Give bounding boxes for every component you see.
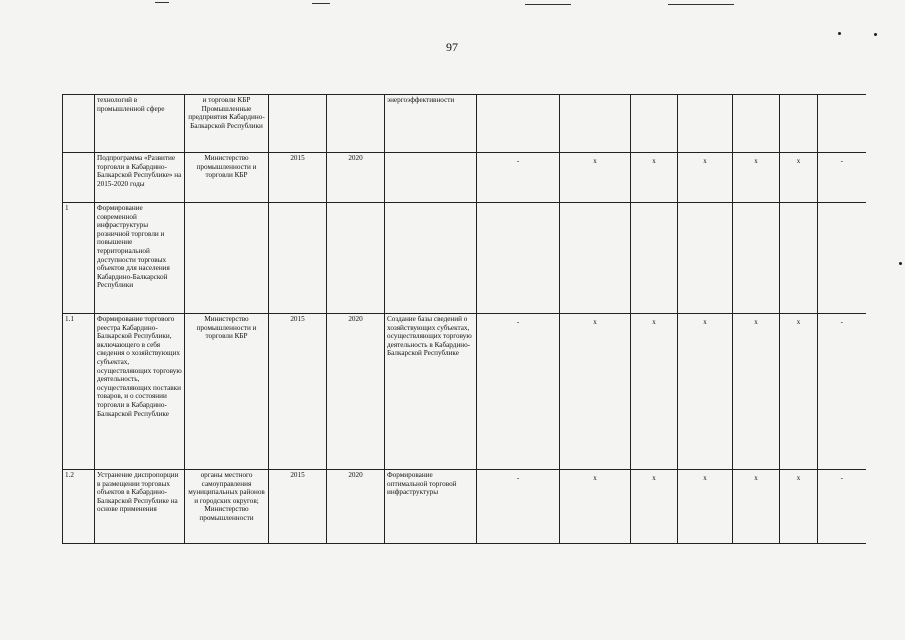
indicator-mark	[678, 95, 733, 153]
indicator-mark	[631, 203, 678, 314]
start-year: 2015	[269, 470, 327, 544]
scan-artifact-dot	[838, 32, 841, 35]
indicator-mark	[560, 203, 631, 314]
indicator-mark: -	[477, 470, 560, 544]
page-number: 97	[446, 40, 458, 54]
start-year: 2015	[269, 153, 327, 203]
indicator-mark	[733, 95, 780, 153]
table-row	[63, 470, 866, 544]
executor: Министерство промышленности и торговли КБР	[185, 314, 269, 470]
indicator-mark: х	[733, 153, 780, 203]
indicator-mark: х	[678, 470, 733, 544]
indicator-mark: х	[560, 153, 631, 203]
scan-artifact-dot	[874, 33, 877, 36]
start-year: 2015	[269, 314, 327, 470]
table-row	[63, 95, 866, 153]
row-number	[63, 153, 95, 203]
table-row	[63, 203, 866, 314]
main-table	[62, 94, 866, 544]
expected-result	[385, 153, 477, 203]
end-year	[327, 95, 385, 153]
indicator-mark: х	[733, 470, 780, 544]
expected-result: энергоэффективности	[385, 95, 477, 153]
indicator-mark: х	[631, 153, 678, 203]
start-year	[269, 95, 327, 153]
indicator-mark: х	[780, 470, 818, 544]
expected-result	[385, 203, 477, 314]
indicator-mark	[733, 203, 780, 314]
start-year	[269, 203, 327, 314]
measure-name: Подпрограмма «Развитие торговли в Кабардино-Балкарской Республике» на 2015-2020 годы	[95, 153, 185, 203]
indicator-mark	[477, 203, 560, 314]
indicator-mark	[631, 95, 678, 153]
executor: Министерство промышленности и торговли КБР	[185, 153, 269, 203]
expected-result: Формирование оптимальной торговой инфраструктуры	[385, 470, 477, 544]
scan-artifact-line	[525, 4, 571, 5]
scan-artifact-line	[155, 2, 169, 3]
indicator-mark: -	[477, 314, 560, 470]
row-number: 1.2	[63, 470, 95, 544]
indicator-mark	[818, 95, 866, 153]
indicator-mark: х	[780, 153, 818, 203]
end-year: 2020	[327, 470, 385, 544]
row-number	[63, 95, 95, 153]
indicator-mark	[477, 95, 560, 153]
table-row	[63, 153, 866, 203]
measure-name: Устранение диспропорции в размещении торговых объектов в Кабардино-Балкарской Республике на основе применения	[95, 470, 185, 544]
executor: и торговли КБР Промышленные предприятия Кабардино-Балкарской Республики	[185, 95, 269, 153]
indicator-mark: х	[678, 314, 733, 470]
scan-artifact-line	[312, 3, 330, 4]
indicator-mark: -	[818, 314, 866, 470]
indicator-mark: х	[733, 314, 780, 470]
measure-name: технологий в промышленной сфере	[95, 95, 185, 153]
indicator-mark	[818, 203, 866, 314]
indicator-mark: -	[477, 153, 560, 203]
indicator-mark: -	[818, 153, 866, 203]
indicator-mark: х	[560, 470, 631, 544]
scan-artifact-dot	[899, 262, 902, 265]
row-number: 1.1	[63, 314, 95, 470]
scan-artifact-line	[668, 4, 734, 5]
indicator-mark	[780, 95, 818, 153]
indicator-mark	[560, 95, 631, 153]
indicator-mark: х	[678, 153, 733, 203]
indicator-mark: х	[631, 314, 678, 470]
indicator-mark	[678, 203, 733, 314]
measure-name: Формирование торгового реестра Кабардино-Балкарской Республики, включающего в себя сведения о хозяйствующих субъектах, осуществляющих торговую деятельность, осуществляющих поставки товаров, и о состоянии торговли в Кабардино-Балкарской Республике	[95, 314, 185, 470]
end-year	[327, 203, 385, 314]
executor	[185, 203, 269, 314]
table-row	[63, 314, 866, 470]
indicator-mark: х	[780, 314, 818, 470]
indicator-mark	[780, 203, 818, 314]
end-year: 2020	[327, 314, 385, 470]
expected-result: Создание базы сведений о хозяйствующих субъектах, осуществляющих торговую деятельность в Кабардино-Балкарской Республике	[385, 314, 477, 470]
indicator-mark: х	[560, 314, 631, 470]
row-number: 1	[63, 203, 95, 314]
measure-name: Формирование современной инфраструктуры розничной торговли и повышение территориальной доступности торговых объектов для населения Кабардино-Балкарской Республики	[95, 203, 185, 314]
executor: органы местного самоуправления муниципальных районов и городских округов; Министерство промышленности	[185, 470, 269, 544]
end-year: 2020	[327, 153, 385, 203]
indicator-mark: х	[631, 470, 678, 544]
table-body	[63, 95, 866, 544]
indicator-mark: -	[818, 470, 866, 544]
